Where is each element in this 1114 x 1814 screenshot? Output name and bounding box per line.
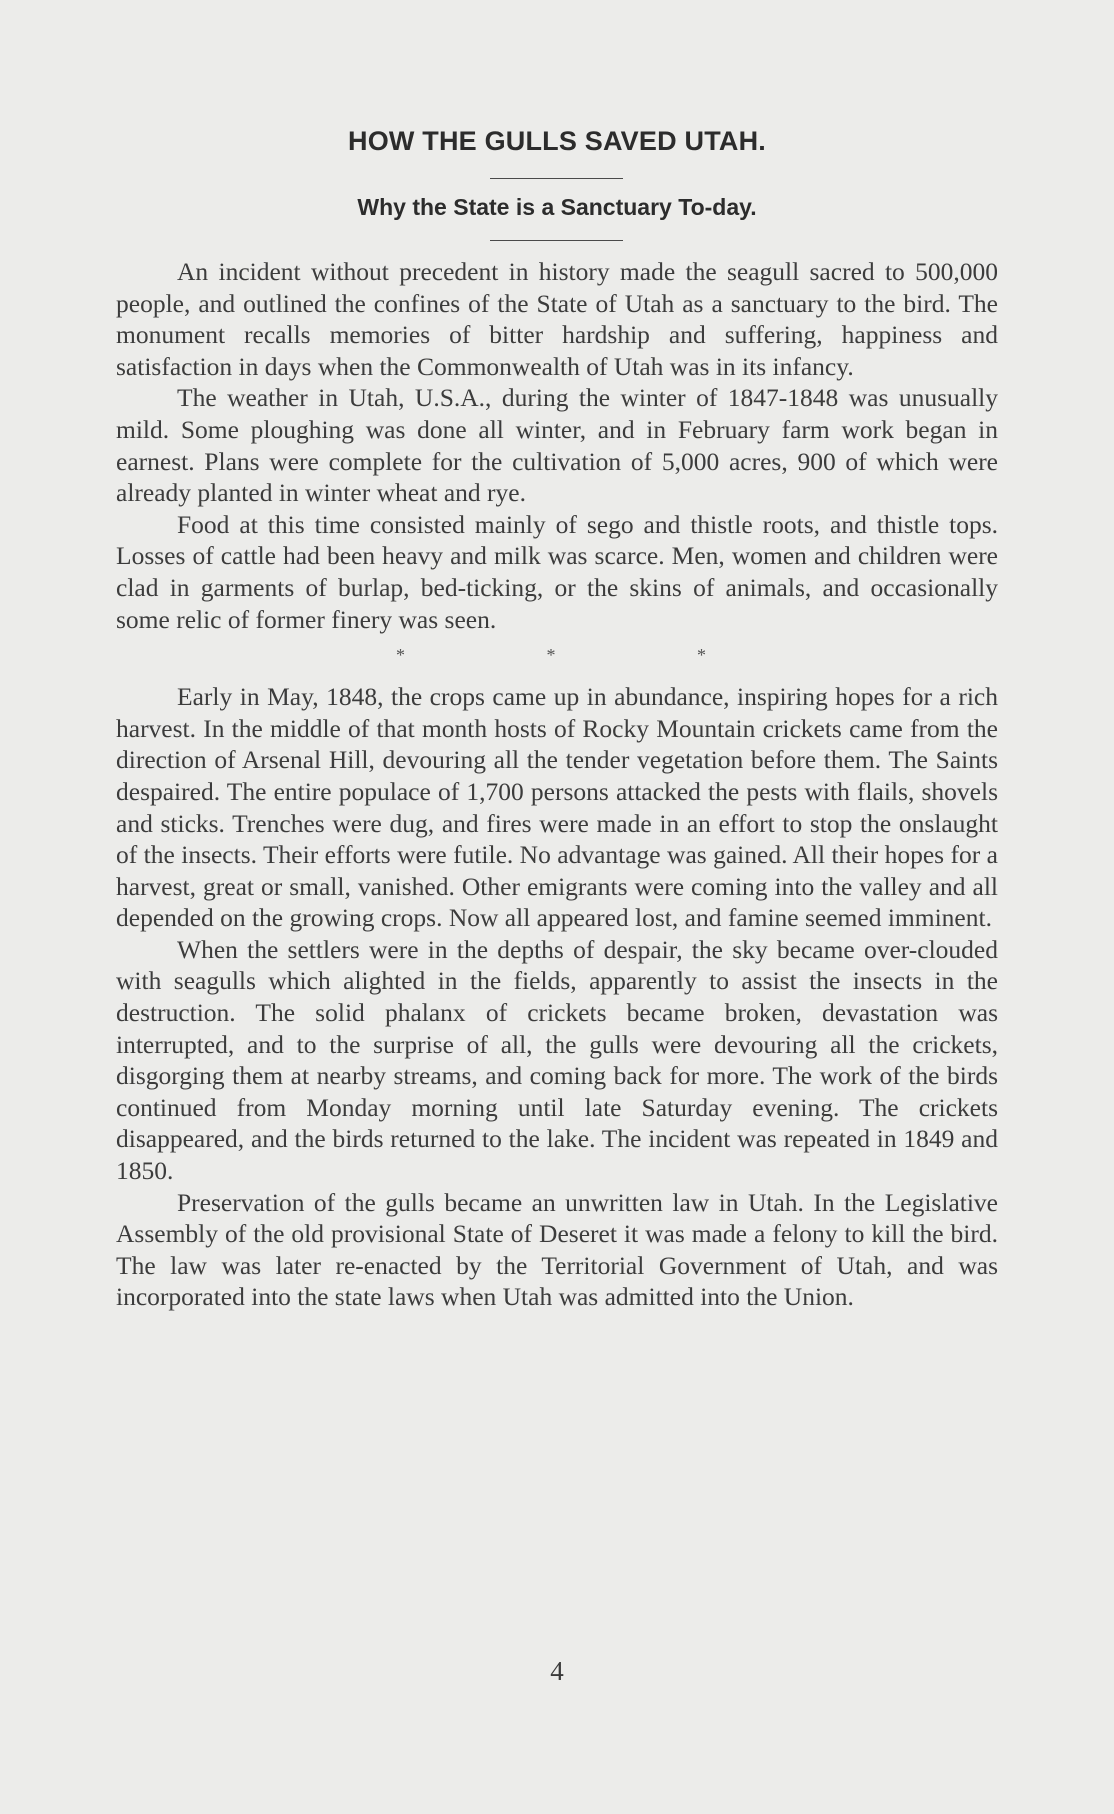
paragraph: Food at this time consisted mainly of sego and thistle roots, and thistle tops. Losses of cattle had been heavy and milk was scarce. Men, women and children were clad in garments of burlap, bed-ticking, or the skins of animals, and occasionally some relic of former finery was seen. bbox=[116, 509, 998, 634]
paragraph: When the settlers were in the depths of despair, the sky became over-clouded with seagulls which alighted in the fields, apparently to assist the insects in the destruction. The solid phalanx of crickets became broken, devastation was interrupted, and to the surprise of all, the gulls were devouring all the crickets, disgorging them at nearby streams, and coming back for more. The work of the birds continued from Monday morning until late Saturday evening. The crickets disappeared, and the birds returned to the lake. The incident was repeated in 1849 and 1850. bbox=[116, 934, 998, 1186]
paragraph: An incident without precedent in history made the seagull sacred to 500,000 people, and outlined the confines of the State of Utah as a sanctuary to the bird. The monument recalls memories of bitter hardship and suffering, happiness and satisfaction in days when the Commonwealth of Utah was in its infancy. bbox=[116, 257, 998, 381]
page-title: HOW THE GULLS SAVED UTAH. bbox=[348, 126, 766, 156]
paragraph: The weather in Utah, U.S.A., during the winter of 1847-1848 was unusually mild. Some ploughing was done all winter, and in February farm work began in earnest. Plans were complete for the cultivation of 5,000 acres, 900 of which were already planted in winter wheat and rye. bbox=[116, 383, 998, 508]
section-break-star: * bbox=[546, 645, 556, 666]
page-subtitle: Why the State is a Sanctuary To-day. bbox=[357, 194, 757, 220]
article-body bbox=[116, 256, 998, 1313]
page-number: 4 bbox=[550, 1656, 564, 1686]
paragraph: Early in May, 1848, the crops came up in abundance, inspiring hopes for a rich harvest. In the middle of that month hosts of Rocky Mountain crickets came from the direction of Arsenal Hill, devouring all the tender vegetation before them. The Saints despaired. The entire populace of 1,700 persons attacked the pests with flails, shovels and sticks. Trenches were dug, and fires were made in an effort to stop the onslaught of the insects. Their efforts were futile. No advantage was gained. All their hopes for a harvest, great or small, vanished. Other emigrants were coming into the valley and all depended on the growing crops. Now all appeared lost, and famine seemed imminent. bbox=[116, 682, 998, 933]
section-break-star: * bbox=[697, 645, 706, 666]
paragraph: Preservation of the gulls became an unwritten law in Utah. In the Legislative Assembly of the old provisional State of Deseret it was made a felony to kill the bird. The law was later re-enacted by the Territorial Government of Utah, and was incorporated into the state laws when Utah was admitted into the Union. bbox=[116, 1187, 998, 1312]
title-rule bbox=[490, 178, 623, 179]
section-break bbox=[396, 635, 706, 681]
subtitle-rule bbox=[490, 240, 623, 241]
section-break-star: * bbox=[396, 645, 405, 666]
